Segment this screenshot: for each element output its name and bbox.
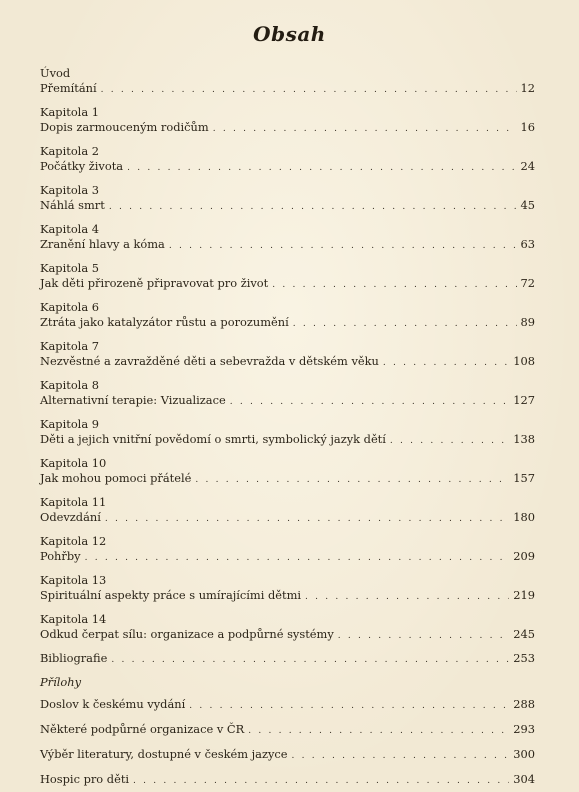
- toc-entry-title: Nezvěstné a zavražděné děti a sebevražda v dětském věku: [40, 354, 379, 368]
- toc-entry-title: Zranění hlavy a kóma: [40, 237, 165, 251]
- leader-dots: [272, 278, 516, 293]
- toc-entry-line: [40, 354, 535, 371]
- toc-entry-chapter: [40, 456, 535, 488]
- toc-entry-line: [40, 159, 535, 176]
- toc-entry-title: Náhlá smrt: [40, 198, 105, 212]
- toc-entry-page: 127: [513, 393, 535, 407]
- toc-entry-page: 63: [520, 237, 535, 251]
- toc-entry-title: Hospic pro děti: [40, 772, 130, 786]
- leader-dots: [230, 395, 510, 410]
- toc-entry-title: Alternativní terapie: Vizualizace: [40, 393, 226, 407]
- toc-entry-line: [40, 315, 535, 332]
- toc-entry-label: Kapitola 6: [40, 300, 99, 314]
- toc-entry-page: 304: [513, 772, 535, 786]
- toc-entry-bibliography: [40, 651, 535, 668]
- toc-entry-line: [40, 432, 535, 449]
- toc-entry-page: 45: [520, 198, 535, 212]
- toc-entry-title: Bibliografie: [40, 651, 108, 665]
- toc-entry-line: [40, 471, 535, 488]
- toc-entry-page: 245: [513, 627, 535, 641]
- toc-entry-appendix: [40, 772, 535, 789]
- toc-entry-title: Přemítání: [40, 81, 97, 95]
- toc-entry-label: Kapitola 12: [40, 534, 107, 548]
- toc-entry-page: 72: [520, 276, 535, 290]
- leader-dots: [101, 83, 517, 98]
- leader-dots: [85, 551, 510, 566]
- toc-entry-title: Ztráta jako katalyzátor růstu a porozumění: [40, 315, 289, 329]
- toc-entry-title: Dopis zarmouceným rodičům: [40, 120, 209, 134]
- leader-dots: [169, 239, 517, 254]
- leader-dots: [293, 317, 517, 332]
- leader-dots: [133, 774, 509, 789]
- toc-entry-page: 108: [513, 354, 535, 368]
- toc-entry-page: 300: [513, 747, 535, 761]
- toc-entry-line: [40, 198, 535, 215]
- toc-entry-label: Kapitola 3: [40, 183, 99, 197]
- leader-dots: [127, 161, 516, 176]
- toc-entry-line: [40, 393, 535, 410]
- toc-entry-chapter: [40, 105, 535, 137]
- toc-entry-chapter: [40, 534, 535, 566]
- toc-entry-chapter: [40, 612, 535, 644]
- toc-entry-label: Kapitola 1: [40, 105, 99, 119]
- toc-entry-page: 209: [513, 549, 535, 563]
- toc-entry-line: [40, 747, 535, 764]
- toc-entry-line: [40, 237, 535, 254]
- leader-dots: [305, 590, 509, 605]
- toc-entry-label: Kapitola 2: [40, 144, 99, 158]
- leader-dots: [111, 653, 509, 668]
- toc-entry-line: [40, 588, 535, 605]
- toc-entry-title: Počátky života: [40, 159, 124, 173]
- toc-entry-chapter: [40, 495, 535, 527]
- toc-entry-line: [40, 772, 535, 789]
- leader-dots: [105, 512, 509, 527]
- toc-entry-page: 253: [513, 651, 535, 665]
- toc-entry-line: [40, 276, 535, 293]
- leader-dots: [248, 724, 509, 739]
- toc-entry-page: 16: [520, 120, 535, 134]
- toc-entry-appendix: [40, 747, 535, 764]
- toc-entry-title: Některé podpůrné organizace v ČR: [40, 722, 245, 736]
- toc-entry-label: Kapitola 14: [40, 612, 107, 626]
- toc-entry-chapter: [40, 222, 535, 254]
- toc-entry-label: Kapitola 7: [40, 339, 99, 353]
- leader-dots: [338, 629, 509, 644]
- toc-entry-chapter: [40, 183, 535, 215]
- chapters-list: [40, 105, 535, 644]
- toc-entry-line: [40, 549, 535, 566]
- toc-entry-label: Kapitola 10: [40, 456, 107, 470]
- toc-entry-page: 12: [520, 81, 535, 95]
- leader-dots: [292, 749, 510, 764]
- leader-dots: [195, 473, 509, 488]
- toc-entry-page: 180: [513, 510, 535, 524]
- toc-entry-title: Odkud čerpat sílu: organizace a podpůrné systémy: [40, 627, 334, 641]
- toc-entry-appendix: [40, 722, 535, 739]
- toc-entry-page: 293: [513, 722, 535, 736]
- leader-dots: [383, 356, 509, 371]
- toc-entry-page: 157: [513, 471, 535, 485]
- toc-entry-title: Jak děti přirozeně připravovat pro život: [40, 276, 269, 290]
- toc-entry-page: 219: [513, 588, 535, 602]
- toc-entry-title: Jak mohou pomoci přátelé: [40, 471, 192, 485]
- toc-entry-line: [40, 627, 535, 644]
- toc-entry-title: Výběr literatury, dostupné v českém jazyce: [40, 747, 288, 761]
- appendices-list: [40, 697, 535, 789]
- toc-entry-label: Kapitola 11: [40, 495, 107, 509]
- toc-entry-page: 89: [520, 315, 535, 329]
- toc-entry-chapter: [40, 339, 535, 371]
- toc-entry-line: [40, 120, 535, 137]
- toc-entry-title: Děti a jejich vnitřní povědomí o smrti, symbolický jazyk dětí: [40, 432, 386, 446]
- toc-entry-chapter: [40, 261, 535, 293]
- toc-entry-chapter: [40, 417, 535, 449]
- leader-dots: [109, 200, 517, 215]
- toc-entry-appendix: [40, 697, 535, 714]
- toc-entry-label: Kapitola 9: [40, 417, 99, 431]
- leader-dots: [390, 434, 509, 449]
- toc-entry-label: Úvod: [40, 66, 71, 80]
- toc-entry-line: [40, 722, 535, 739]
- page-title: Obsah: [253, 22, 326, 46]
- toc-entry-page: 138: [513, 432, 535, 446]
- toc-entry-line: [40, 697, 535, 714]
- toc-entry-title: Pohřby: [40, 549, 81, 563]
- toc-entry-line: [40, 651, 535, 668]
- toc-entry-intro: [40, 66, 535, 98]
- toc-entry-label: Kapitola 8: [40, 378, 99, 392]
- toc-entry-chapter: [40, 573, 535, 605]
- table-of-contents: [40, 66, 535, 789]
- toc-entry-page: 24: [520, 159, 535, 173]
- toc-entry-title: Odevzdání: [40, 510, 101, 524]
- leader-dots: [189, 699, 509, 714]
- toc-entry-label: Kapitola 13: [40, 573, 107, 587]
- toc-entry-label: Kapitola 5: [40, 261, 99, 275]
- toc-entry-chapter: [40, 144, 535, 176]
- toc-entry-title: Doslov k českému vydání: [40, 697, 186, 711]
- toc-entry-label: Kapitola 4: [40, 222, 99, 236]
- leader-dots: [213, 122, 517, 137]
- toc-entry-chapter: [40, 300, 535, 332]
- toc-entry-page: 288: [513, 697, 535, 711]
- toc-entry-line: [40, 81, 535, 98]
- appendix-heading: Přílohy: [40, 675, 82, 689]
- toc-entry-chapter: [40, 378, 535, 410]
- toc-entry-title: Spirituální aspekty práce s umírajícími dětmi: [40, 588, 302, 602]
- toc-entry-line: [40, 510, 535, 527]
